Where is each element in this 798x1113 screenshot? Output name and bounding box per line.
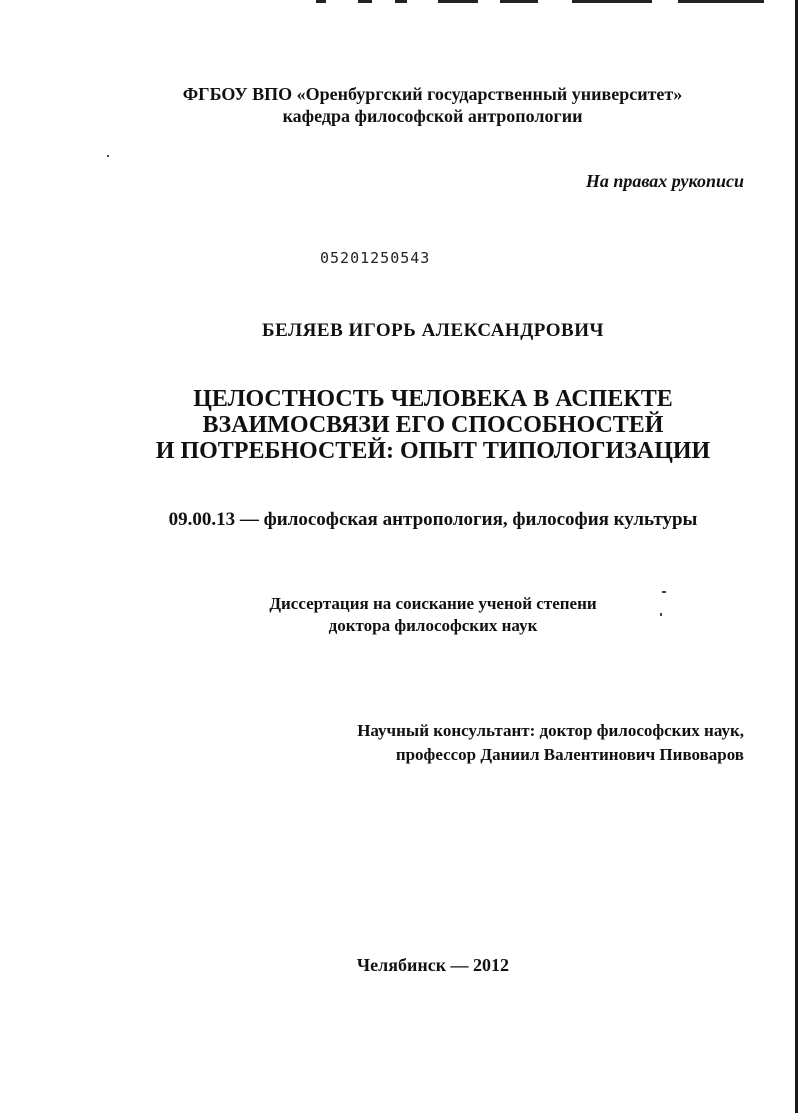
scan-speck: [662, 591, 666, 593]
degree-line-1: Диссертация на соискание ученой степени: [269, 594, 597, 613]
department-name: кафедра философской антропологии: [282, 106, 583, 126]
title-line-1: ЦЕЛОСТНОСТЬ ЧЕЛОВЕКА В АСПЕКТЕ: [193, 386, 673, 412]
specialty-code: 09.00.13 — философская антропология, философия культуры: [168, 509, 698, 530]
consultant-line-1: Научный консультант: доктор философских наук,: [357, 721, 744, 740]
scan-speck: [107, 155, 109, 157]
consultant-line-2: профессор Даниил Валентинович Пивоваров: [395, 745, 744, 764]
title-line-2: ВЗАИМОСВЯЗИ ЕГО СПОСОБНОСТЕЙ: [202, 412, 664, 438]
title-line-3: И ПОТРЕБНОСТЕЙ: ОПЫТ ТИПОЛОГИЗАЦИИ: [155, 438, 711, 464]
manuscript-rights-note: На правах рукописи: [585, 171, 744, 191]
dissertation-title: [0, 386, 798, 464]
institution-name: ФГБОУ ВПО «Оренбургский государственный университет»: [182, 84, 683, 104]
author-name: БЕЛЯЕВ ИГОРЬ АЛЕКСАНДРОВИЧ: [262, 320, 604, 341]
degree-line-2: доктора философских наук: [328, 616, 538, 635]
catalog-code: 05201250543: [320, 249, 431, 267]
scan-artifact-top: [300, 0, 770, 6]
city-year: Челябинск — 2012: [356, 955, 510, 975]
